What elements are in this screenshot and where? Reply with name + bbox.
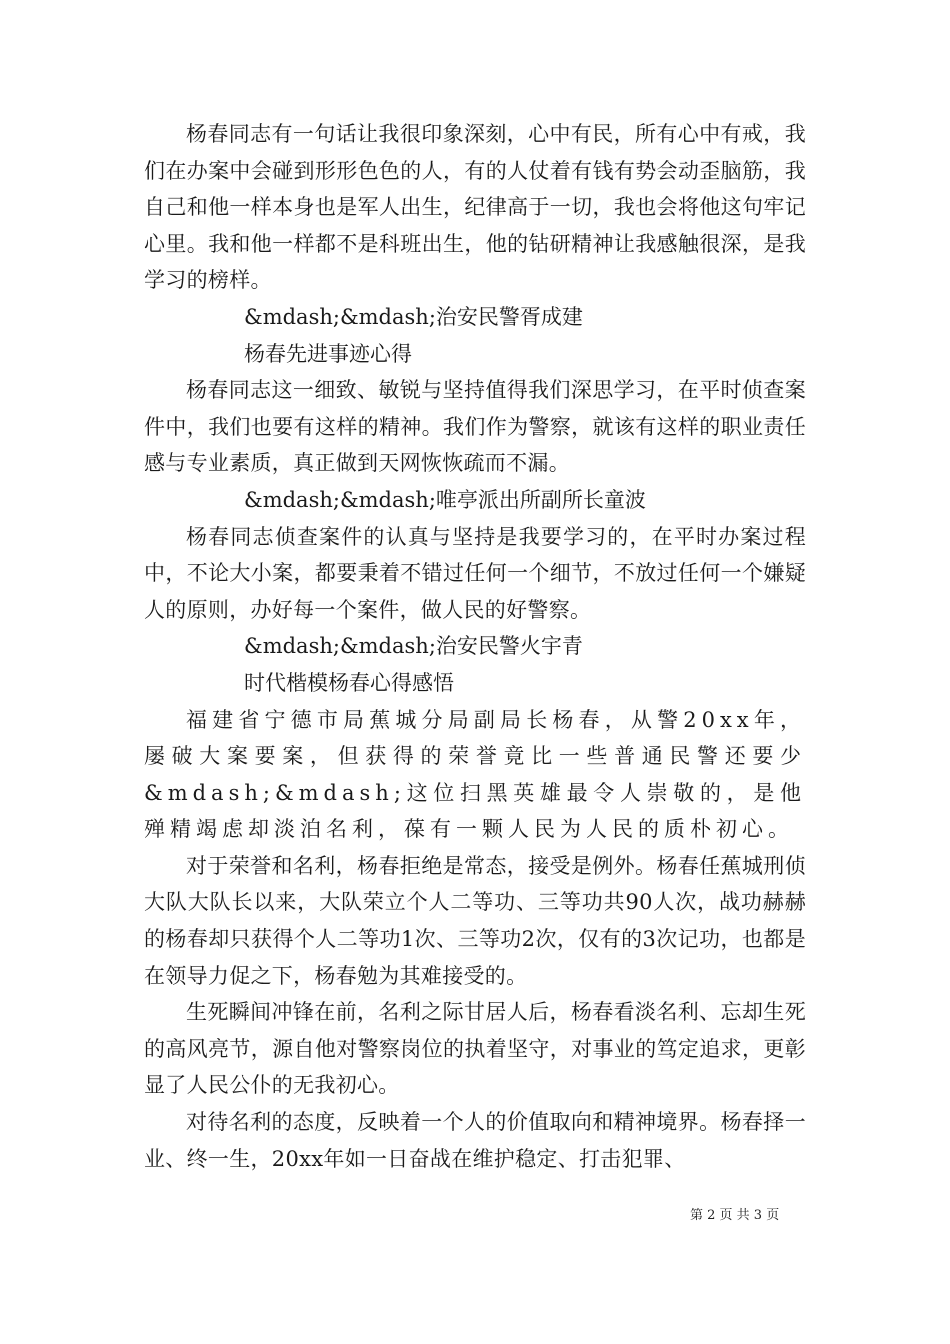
paragraph-4: 福建省宁德市局蕉城分局副局长杨春，从警20xx年，屡破大案要案，但获得的荣誉竟比一些普通民警还要少&mdash;&mdash;这位扫黑英雄最令人崇敬的，是他殚精竭虑却淡泊名利，葆有一颗人民为人民的质朴初心。 [144,707,806,842]
signature-line-1: &mdash;&mdash;治安民警胥成建 [244,304,583,329]
paragraph-6: 生死瞬间冲锋在前，名利之际甘居人后，杨春看淡名利、忘却生死的高风亮节，源自他对警察岗位的执着坚守，对事业的笃定追求，更彰显了人民公仆的无我初心。 [144,1000,806,1098]
page-number: 第 2 页 共 3 页 [690,1208,780,1223]
paragraph-1: 杨春同志有一句话让我很印象深刻，心中有民，所有心中有戒，我们在办案中会碰到形形色色的人，有的人仗着有钱有势会动歪脑筋，我自己和他一样本身也是军人出生，纪律高于一切，我也会将他这句牢记心里。我和他一样都不是科班出生，他的钻研精神让我感触很深，是我学习的榜样。 [144,122,806,293]
signature-line-2: &mdash;&mdash;唯亭派出所副所长童波 [244,487,646,512]
signature-line-3: &mdash;&mdash;治安民警火宇青 [244,634,583,659]
paragraph-3: 杨春同志侦查案件的认真与坚持是我要学习的，在平时办案过程中，不论大小案，都要秉着不错过任何一个细节，不放过任何一个嫌疑人的原则，办好每一个案件，做人民的好警察。 [144,524,806,622]
paragraph-5: 对于荣誉和名利，杨春拒绝是常态，接受是例外。杨春任蕉城刑侦大队大队长以来，大队荣立个人二等功、三等功共90人次，战功赫赫的杨春却只获得个人二等功1次、三等功2次，仅有的3次记功，也都是在领导力促之下，杨春勉为其难接受的。 [144,853,806,988]
document-body [144,116,806,1177]
paragraph-2: 杨春同志这一细致、敏锐与坚持值得我们深思学习，在平时侦查案件中，我们也要有这样的精神。我们作为警察，就该有这样的职业责任感与专业素质，真正做到天网恢恢疏而不漏。 [144,378,806,476]
section-heading-2: 时代楷模杨春心得感悟 [244,670,454,695]
section-heading-1: 杨春先进事迹心得 [244,341,412,366]
paragraph-7: 对待名利的态度，反映着一个人的价值取向和精神境界。杨春择一业、终一生，20xx年如一日奋战在维护稳定、打击犯罪、 [144,1110,806,1171]
